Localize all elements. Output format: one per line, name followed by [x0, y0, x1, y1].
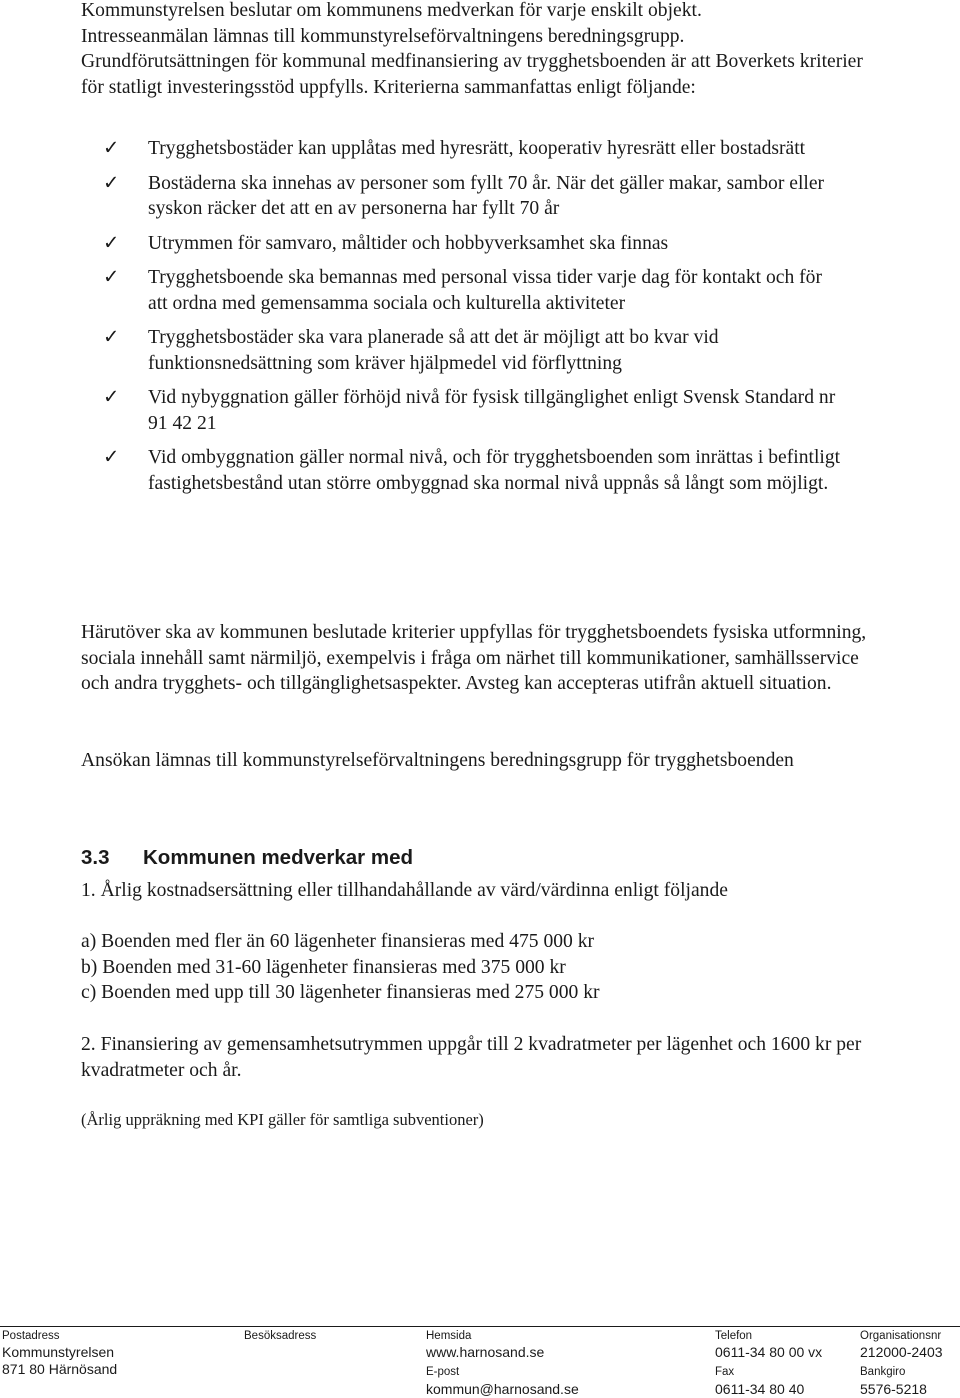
- paragraph-application: Ansökan lämnas till kommunstyrelseförvaltningens beredningsgrupp för trygghetsboenden: [81, 750, 794, 771]
- checkmark-icon: ✓: [103, 447, 120, 468]
- postal-line-1: Kommunstyrelsen: [2, 1344, 115, 1360]
- visit-label: Besöksadress: [244, 1330, 317, 1342]
- subsidy-tier-c: c) Boenden med upp till 30 lägenheter finansieras med 275 000 kr: [81, 982, 600, 1003]
- bankgiro-value: 5576-5218: [860, 1381, 927, 1397]
- checkmark-icon: ✓: [103, 327, 120, 348]
- intro-paragraph-criteria: Grundförutsättningen för kommunal medfinansiering av trygghetsboenden är att Boverkets kriterier för statligt investeringsstöd uppfylls. Kriterierna sammanfattas enligt följande:: [81, 51, 863, 98]
- checklist-item: [103, 445, 843, 496]
- section-heading: [81, 846, 413, 870]
- subsidy-tier-a: a) Boenden med fler än 60 lägenheter finansieras med 475 000 kr: [81, 931, 595, 952]
- subsidy-note: (Årlig uppräkning med KPI gäller för samtliga subventioner): [81, 1110, 484, 1129]
- criteria-checklist: [103, 136, 843, 496]
- checklist-item-text: Utrymmen för samvaro, måltider och hobbyverksamhet ska finnas: [148, 232, 669, 254]
- checkmark-icon: ✓: [103, 267, 120, 288]
- phone-value: 0611-34 80 00 vx: [715, 1344, 823, 1360]
- org-label: Organisationsnr: [860, 1330, 942, 1342]
- phone-label: Telefon: [715, 1330, 753, 1342]
- checklist-item-text: Vid nybyggnation gäller förhöjd nivå för fysisk tillgänglighet enligt Svensk Standard nr 91 42 21: [148, 387, 836, 434]
- checkmark-icon: ✓: [103, 232, 120, 254]
- footer: [0, 1326, 960, 1398]
- email-link[interactable]: kommun@harnosand.se: [426, 1381, 579, 1397]
- fax-value: 0611-34 80 40: [715, 1381, 805, 1397]
- checkmark-icon: ✓: [103, 387, 120, 408]
- checkmark-icon: ✓: [103, 138, 120, 159]
- subsidy-tier-b: b) Boenden med 31-60 lägenheter finansieras med 375 000 kr: [81, 956, 566, 978]
- intro-section: [81, 0, 881, 100]
- section-item-1: 1. Årlig kostnadsersättning eller tillhandahållande av värd/värdinna enligt följande: [81, 880, 728, 901]
- checklist-item-text: Trygghetsbostäder kan upplåtas med hyresrätt, kooperativ hyresrätt eller bostadsrätt: [148, 138, 806, 159]
- section-item-2: 2. Finansiering av gemensamhetsutrymmen uppgår till 2 kvadratmeter per lägenhet och 1600 kr per kvadratmeter och år.: [81, 1034, 862, 1081]
- checklist-item: [103, 171, 843, 222]
- subsidy-tiers: [81, 929, 881, 1006]
- checkmark-icon: ✓: [103, 172, 120, 194]
- email-label: E-post: [426, 1366, 460, 1378]
- web-link[interactable]: www.harnosand.se: [426, 1344, 545, 1360]
- checklist-item: [103, 385, 843, 436]
- footer-divider: [0, 1326, 960, 1327]
- postal-line-2: 871 80 Härnösand: [2, 1361, 118, 1377]
- fax-label: Fax: [715, 1366, 735, 1378]
- section-title: Kommunen medverkar med: [143, 846, 414, 869]
- intro-line-2: Intresseanmälan lämnas till kommunstyrelseförvaltningens beredningsgrupp.: [81, 25, 685, 47]
- bankgiro-label: Bankgiro: [860, 1366, 906, 1378]
- checklist-item-text: Bostäderna ska innehas av personer som fyllt 70 år. När det gäller makar, sambor eller syskon räcker det att en av personerna har fyllt 70 år: [148, 172, 825, 219]
- checklist-item: [103, 136, 843, 162]
- org-value: 212000-2403: [860, 1344, 943, 1360]
- checklist-item: [103, 325, 843, 376]
- postal-label: Postadress: [2, 1330, 60, 1342]
- checklist-item: [103, 265, 843, 316]
- checklist-item-text: Trygghetsboende ska bemannas med personal vissa tider varje dag för kontakt och för att ordna med gemensamma sociala och kulturella aktiviteter: [148, 267, 822, 314]
- web-label: Hemsida: [426, 1330, 472, 1342]
- paragraph-additional-criteria: Härutöver ska av kommunen beslutade kriterier uppfyllas för trygghetsboendets fysiska utformning, sociala innehåll samt närmiljö, exempelvis i fråga om närhet till kommunikationer, samhällsservice och andra trygghets- och tillgänglighetsaspekter. Avsteg kan accepteras utifrån aktuell situation.: [81, 622, 867, 694]
- section-number: 3.3: [81, 846, 110, 869]
- checklist-item-text: Vid ombyggnation gäller normal nivå, och för trygghetsboenden som inrättas i befintligt fastighetsbestånd utan större ombyggnad ska normal nivå uppnås så långt som möjligt.: [148, 447, 841, 494]
- checklist-item: [103, 231, 843, 257]
- checklist-item-text: Trygghetsbostäder ska vara planerade så att det är möjligt att bo kvar vid funktionsnedsättning som kräver hjälpmedel vid förflyttning: [148, 327, 719, 374]
- intro-line-1: Kommunstyrelsen beslutar om kommunens medverkan för varje enskilt objekt.: [81, 0, 702, 21]
